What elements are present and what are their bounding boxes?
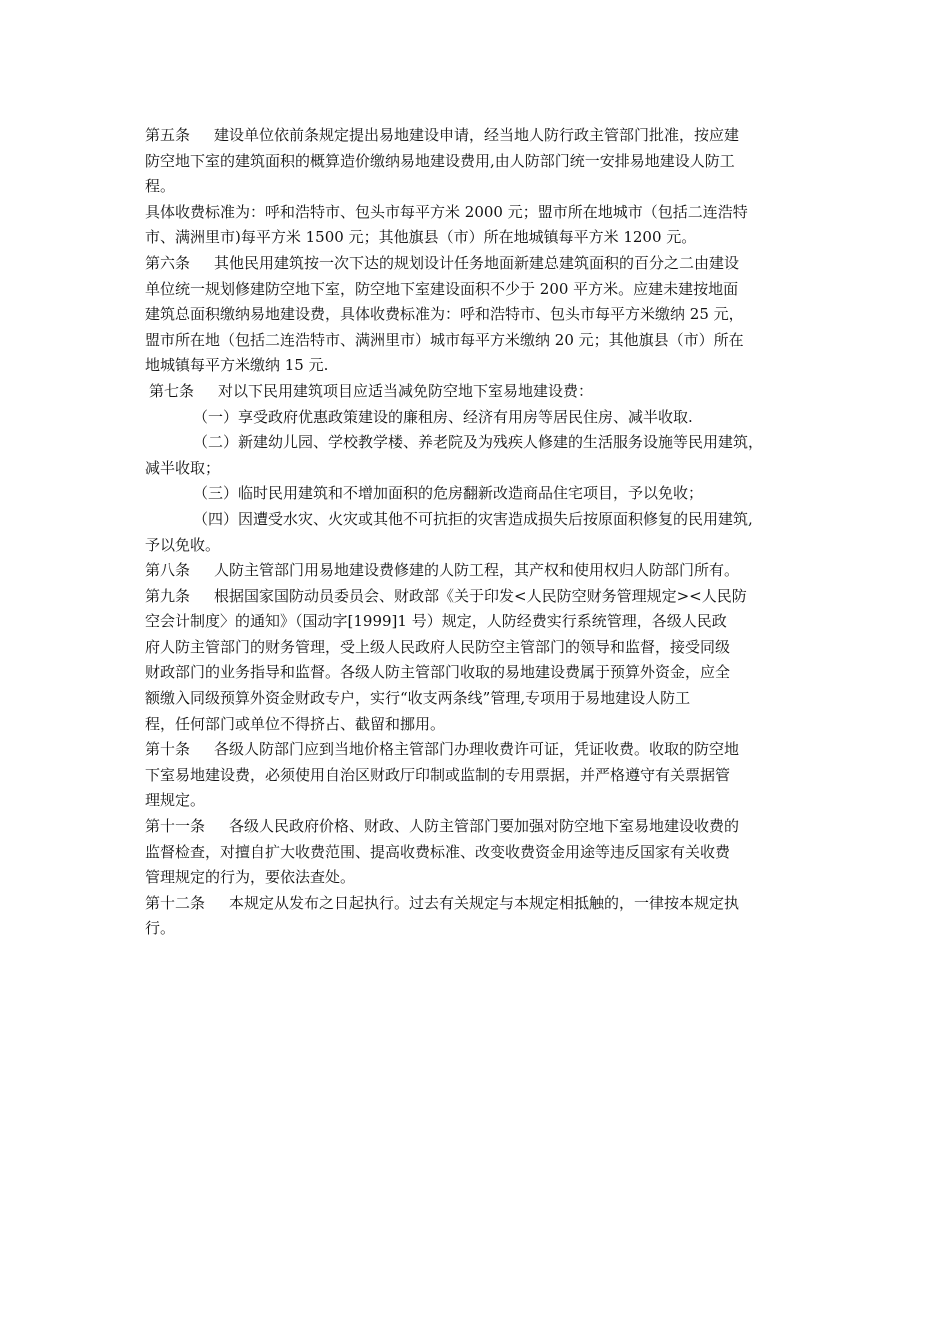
- article-line: 第七条 对以下民用建筑项目应适当减免防空地下室易地建设费：: [149, 381, 594, 400]
- article-line: 第十一条 各级人民政府价格、财政、人防主管部门要加强对防空地下室易地建设收费的: [145, 817, 740, 836]
- article-line: 额缴入同级预算外资金财政专户，实行“收支两条线”管理,专项用于易地建设人防工: [145, 689, 691, 708]
- article-line: 第十二条 本规定从发布之日起执行。过去有关规定与本规定相抵触的，一律按本规定执: [145, 893, 740, 912]
- article-heading: 第六条: [145, 253, 191, 272]
- article-line: 监督检查，对擅自扩大收费范围、提高收费标准、改变收费资金用途等违反国家有关收费: [145, 842, 731, 861]
- article-line: 管理规定的行为，要依法查处。: [145, 868, 356, 887]
- list-item: （四）因遭受水灾、火灾或其他不可抗拒的灾害造成损失后按原面积修复的民用建筑,: [193, 509, 753, 528]
- article-11: [145, 814, 817, 891]
- article-10: [145, 737, 817, 814]
- article-heading: 第十一条: [145, 817, 206, 836]
- article-line: 府人防主管部门的财务管理，受上级人民政府人民防空主管部门的领导和监督，接受同级: [145, 637, 731, 656]
- list-item: （三）临时民用建筑和不增加面积的危房翻新改造商品住宅项目，予以免收；: [193, 484, 704, 503]
- article-9: [145, 584, 817, 738]
- article-line: 具体收费标准为：呼和浩特市、包头市每平方米 2000 元；盟市所在地城市（包括二连浩特: [145, 202, 748, 221]
- list-item: （二）新建幼儿园、学校教学楼、养老院及为残疾人修建的生活服务设施等民用建筑，: [193, 433, 764, 452]
- article-8: [145, 558, 817, 584]
- article-heading: 第五条: [145, 126, 191, 144]
- article-heading: 第八条: [145, 561, 191, 580]
- article-line: 程，任何部门或单位不得挤占、截留和挪用。: [145, 714, 446, 733]
- article-line: 理规定。: [145, 791, 206, 810]
- article-heading: 第七条: [149, 381, 195, 400]
- article-line: 下室易地建设费，必须使用自治区财政厅印制或监制的专用票据，并严格遵守有关票据管: [145, 765, 731, 784]
- article-line: 单位统一规划修建防空地下室，防空地下室建设面积不少于 200 平方米。应建未建按地面: [145, 279, 739, 298]
- article-5: [145, 123, 817, 251]
- article-line: 第八条 人防主管部门用易地建设费修建的人防工程，其产权和使用权归人防部门所有。: [145, 561, 740, 580]
- article-line: 建筑总面积缴纳易地建设费，具体收费标准为：呼和浩特市、包头市每平方米缴纳 25 元，: [145, 305, 744, 324]
- document-page: [145, 123, 817, 942]
- list-item: （一）享受政府优惠政策建设的廉租房、经济有用房等居民住房、减半收取.: [193, 407, 693, 426]
- article-line: 市、满洲里市)每平方米 1500 元；其他旗县（市）所在地城镇每平方米 1200 元。: [145, 228, 697, 247]
- article-12: [145, 891, 817, 942]
- article-heading: 第十条: [145, 740, 191, 759]
- article-line: 防空地下室的建筑面积的概算造价缴纳易地建设费用,由人防部门统一安排易地建设人防工: [145, 151, 735, 170]
- article-heading: 第九条: [145, 586, 191, 605]
- article-line: 行。: [145, 919, 176, 938]
- article-line: 盟市所在地（包括二连浩特市、满洲里市）城市每平方米缴纳 20 元；其他旗县（市）所在: [145, 330, 744, 349]
- article-line: 第六条 其他民用建筑按一次下达的规划设计任务地面新建总建筑面积的百分之二由建设: [145, 253, 740, 272]
- article-line: 第九条 根据国家国防动员委员会、财政部《关于印发<人民防空财务管理规定><人民防: [145, 586, 747, 605]
- article-heading: 第十二条: [145, 893, 206, 912]
- list-item-continuation: 减半收取；: [145, 458, 221, 477]
- article-line: 财政部门的业务指导和监督。各级人防主管部门收取的易地建设费属于预算外资金，应全: [145, 663, 731, 682]
- article-line: 程。: [145, 177, 176, 196]
- article-line: 空会计制度〉的通知》（国动字[1999]1 号）规定，人防经费实行系统管理，各级人民政: [145, 612, 727, 631]
- article-line: 第五条 建设单位依前条规定提出易地建设申请，经当地人防行政主管部门批准，按应建: [145, 126, 740, 144]
- article-line: 第十条 各级人防部门应到当地价格主管部门办理收费许可证，凭证收费。收取的防空地: [145, 740, 740, 759]
- article-line: 地城镇每平方米缴纳 15 元.: [145, 356, 329, 375]
- article-7: [145, 379, 817, 558]
- article-6: [145, 251, 817, 379]
- list-item-continuation: 予以免收。: [145, 535, 221, 554]
